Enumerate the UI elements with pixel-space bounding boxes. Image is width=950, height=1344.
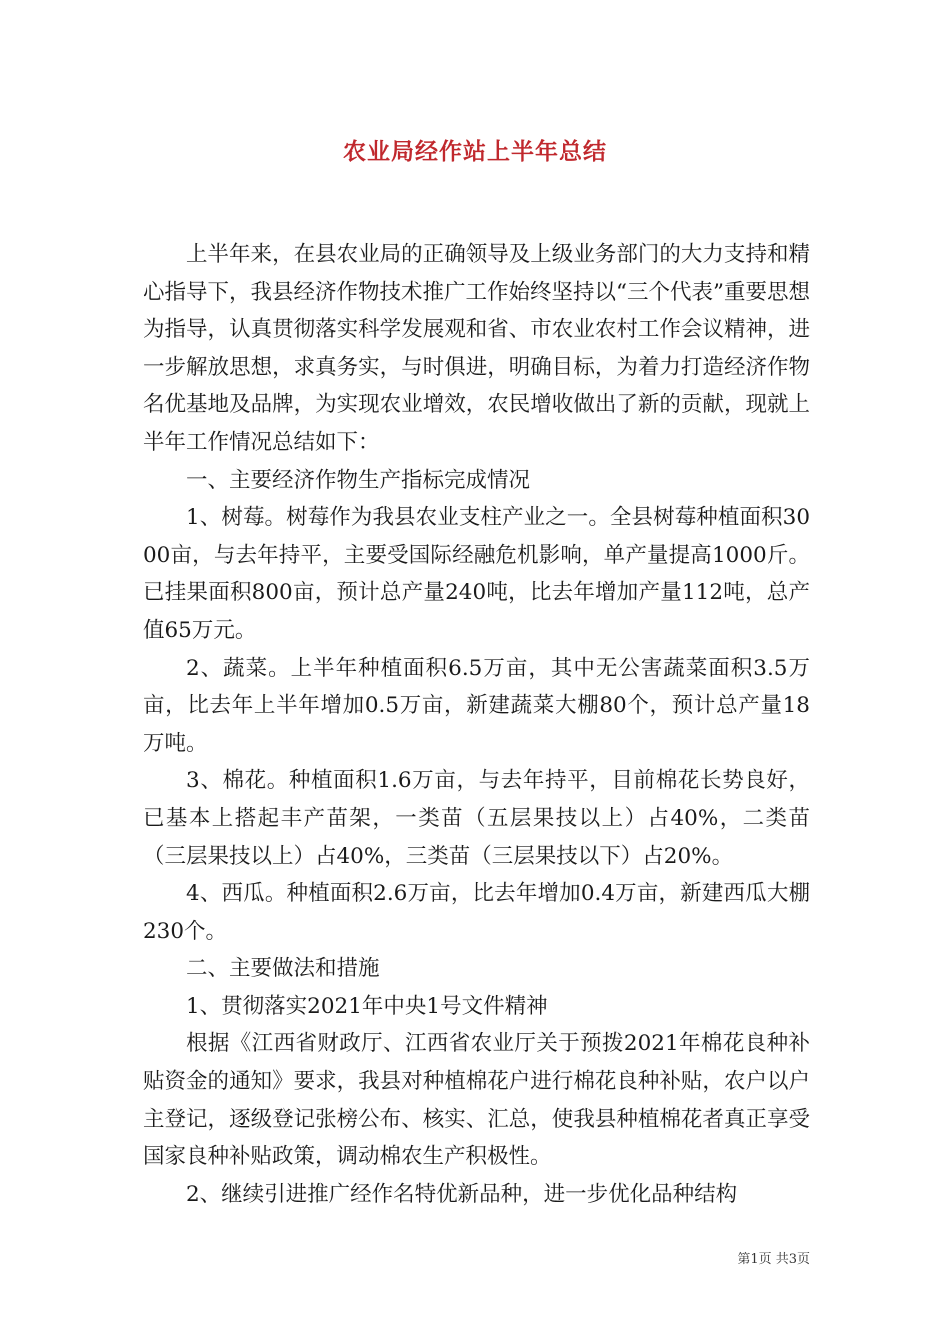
document-title: 农业局经作站上半年总结 bbox=[343, 138, 607, 165]
section-heading-2: 二、主要做法和措施 bbox=[186, 956, 380, 982]
intro-paragraph: 上半年来，在县农业局的正确领导及上级业务部门的大力支持和精心指导下，我县经济作物技术推广工作始终坚持以“三个代表”重要思想为指导，认真贯彻落实科学发展观和省、市农业农村工作会议精神，进一步解放思想，求真务实，与时俱进，明确目标，为着力打造经济作物名优基地及品牌，为实现农业增效，农民增收做出了新的贡献，现就上半年工作情况总结如下： bbox=[143, 242, 810, 455]
paragraph-vegetables: 2、蔬菜。上半年种植面积6.5万亩，其中无公害蔬菜面积3.5万亩，比去年上半年增加0.5万亩，新建蔬菜大棚80个，预计总产量18万吨。 bbox=[143, 655, 810, 756]
paragraph-cotton-subsidy: 根据《江西省财政厅、江西省农业厅关于预拨2021年棉花良种补贴资金的通知》要求，我县对种植棉花户进行棉花良种补贴，农户以户主登记，逐级登记张榜公布、核实、汇总，使我县种植棉花者真正享受国家良种补贴政策，调动棉农生产积极性。 bbox=[143, 1031, 810, 1170]
document-body bbox=[143, 236, 810, 1213]
paragraph-raspberry: 1、树莓。树莓作为我县农业支柱产业之一。全县树莓种植面积3000亩，与去年持平，主要受国际经融危机影响，单产量提高1000斤。已挂果面积800亩，预计总产量240吨，比去年增加产量112吨，总产值65万元。 bbox=[143, 505, 810, 643]
subheading-2: 2、继续引进推广经作名特优新品种，进一步优化品种结构 bbox=[186, 1181, 738, 1207]
paragraph-cotton: 3、棉花。种植面积1.6万亩，与去年持平，目前棉花长势良好，已基本上搭起丰产苗架，一类苗（五层果技以上）占40%，二类苗（三层果技以上）占40%，三类苗（三层果技以下）占20%。 bbox=[143, 768, 810, 869]
section-heading-1: 一、主要经济作物生产指标完成情况 bbox=[186, 467, 531, 493]
subheading-1: 1、贯彻落实2021年中央1号文件精神 bbox=[186, 993, 548, 1019]
page-number: 第1页 共3页 bbox=[737, 1252, 810, 1267]
paragraph-watermelon: 4、西瓜。种植面积2.6万亩，比去年增加0.4万亩，新建西瓜大棚230个。 bbox=[143, 881, 810, 944]
